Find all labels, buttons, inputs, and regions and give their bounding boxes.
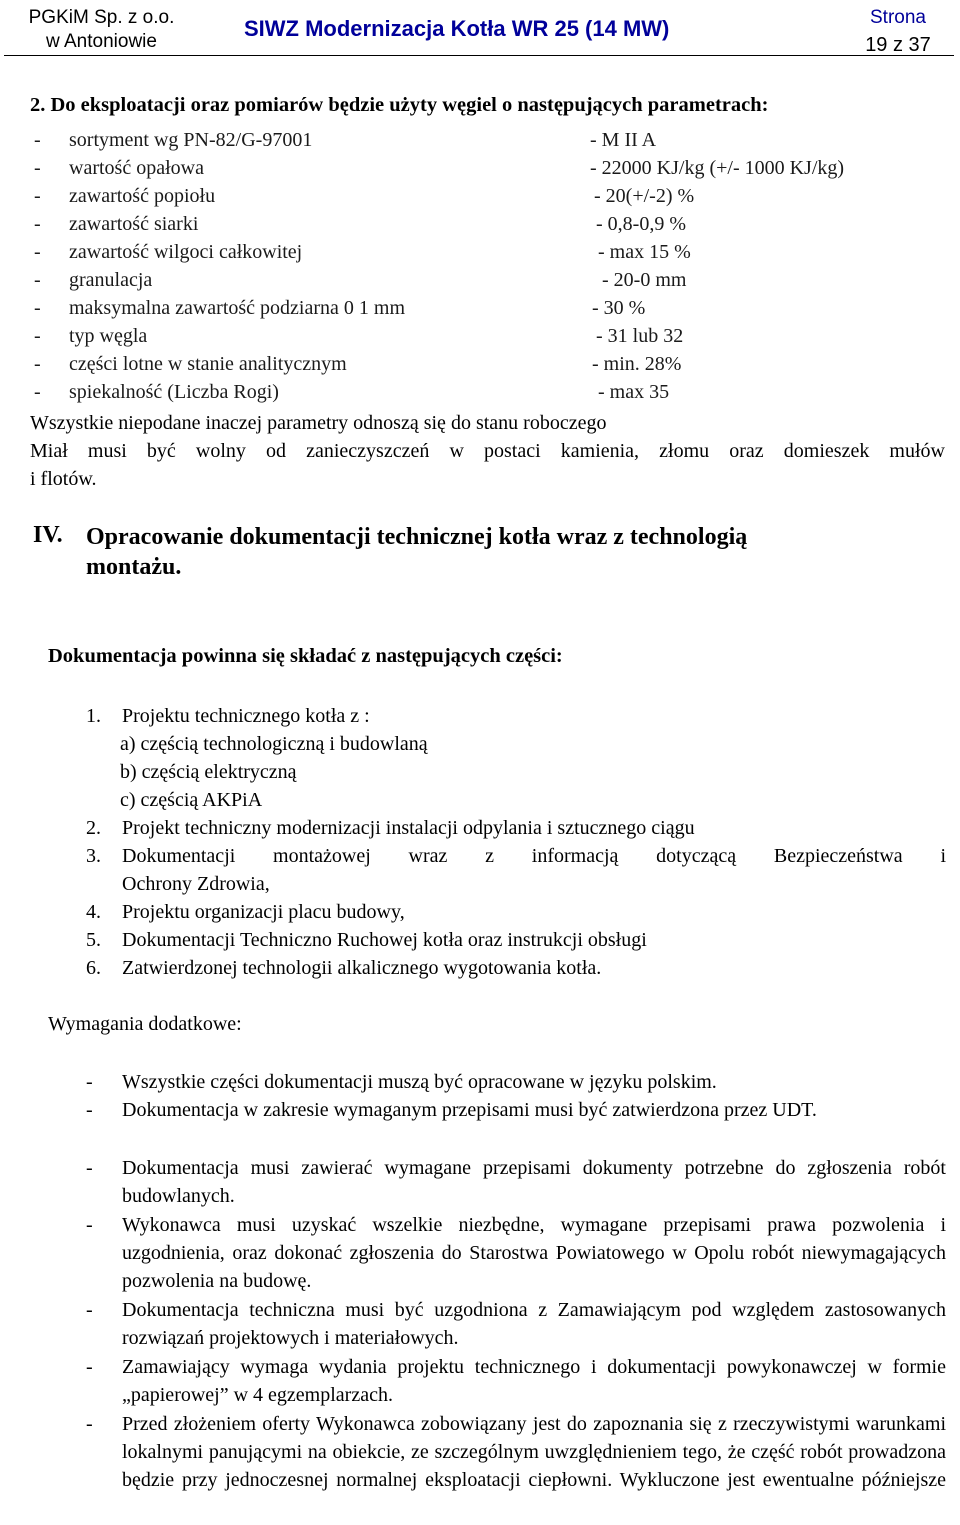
list-dash: - [86, 1356, 93, 1378]
list-item [86, 814, 946, 842]
documentation-parts-heading: Dokumentacja powinna się składać z następujących części: [48, 645, 563, 667]
param-row [30, 126, 950, 154]
page-indicator [842, 6, 954, 57]
item-number: 2. [86, 817, 101, 839]
list-item [86, 898, 946, 926]
impurities-note-line-1: Miał musi być wolny od zanieczyszczeń w postaci kamienia, złomu oraz domieszek mułów [30, 440, 945, 462]
item-text: Projekt techniczny modernizacji instalacji odpylania i sztucznego ciągu [122, 817, 695, 839]
list-dash: - [86, 1157, 93, 1179]
page-label: Strona [870, 7, 926, 28]
item-number: 1. [86, 705, 101, 727]
param-value: - 0,8-0,9 % [596, 213, 686, 235]
param-row [30, 182, 950, 210]
item-text: Projektu organizacji placu budowy, [122, 901, 405, 923]
list-dash: - [34, 241, 41, 263]
param-label: maksymalna zawartość podziarna 0 1 mm [69, 297, 405, 319]
section-number: IV. [33, 522, 63, 548]
company-name [4, 6, 199, 54]
param-value: - 22000 KJ/kg (+/- 1000 KJ/kg) [590, 157, 845, 179]
list-dash: - [86, 1214, 93, 1236]
section-title [86, 522, 946, 582]
page-header [4, 3, 954, 56]
param-value: - 31 lub 32 [596, 325, 684, 347]
item-text: Projektu technicznego kotła z : [122, 705, 370, 727]
item-number: 3. [86, 845, 101, 867]
requirement-text: Dokumentacja w zakresie wymaganym przepisami musi być zatwierdzona przez UDT. [122, 1099, 817, 1121]
param-value: - min. 28% [592, 353, 682, 375]
param-label: wartość opałowa [69, 157, 204, 179]
section-title-line-1: Opracowanie dokumentacji technicznej kotła wraz z technologią [86, 524, 748, 550]
param-value: - M II A [590, 129, 657, 151]
sub-item-a: a) częścią technologiczną i budowlaną [120, 733, 428, 755]
item-text: Dokumentacji montażowej wraz z informacją dotyczącą Bezpieczeństwa i [122, 845, 946, 867]
param-value: - 20-0 mm [602, 269, 687, 291]
list-dash: - [34, 381, 41, 403]
roboczy-note: Wszystkie niepodane inaczej parametry odnoszą się do stanu roboczego [30, 412, 607, 434]
list-dash: - [86, 1099, 93, 1121]
document-title: SIWZ Modernizacja Kotła WR 25 (14 MW) [244, 16, 670, 41]
param-row [30, 238, 950, 266]
requirement-text: Wszystkie części dokumentacji muszą być opracowane w języku polskim. [122, 1071, 717, 1093]
param-label: części lotne w stanie analitycznym [69, 353, 347, 375]
requirement-text: Dokumentacja musi zawierać wymagane przepisami dokumenty potrzebne do zgłoszenia robót budowlanych. [122, 1157, 946, 1207]
item-number: 4. [86, 901, 101, 923]
list-item [86, 702, 946, 730]
requirement-text: Przed złożeniem oferty Wykonawca zobowiązany jest do zapoznania się z rzeczywistymi warunkami lokalnymi panującymi na obiekcie, ze szczególnym uwzględnieniem tego, że część robót prowadzona będzie przy jednoczesnej normalnej eksploatacji ciepłowni. Wykluczone jest ewentualne późniejsze [122, 1413, 946, 1491]
list-dash: - [86, 1299, 93, 1321]
company-line-1: PGKiM Sp. z o.o. [28, 7, 175, 28]
param-row [30, 350, 950, 378]
param-label: sortyment wg PN-82/G-97001 [69, 129, 313, 151]
param-label: spiekalność (Liczba Rogi) [69, 381, 279, 403]
list-dash: - [34, 325, 41, 347]
list-dash: - [34, 353, 41, 375]
param-row [30, 154, 950, 182]
list-dash: - [34, 129, 41, 151]
page-number: 19 z 37 [865, 34, 931, 56]
param-row [30, 378, 950, 406]
requirement-text: Zamawiający wymaga wydania projektu technicznego i dokumentacji powykonawczej w formie „papierowej” w 4 egzemplarzach. [122, 1356, 946, 1406]
list-dash: - [34, 213, 41, 235]
section-title-line-2: montażu. [86, 554, 182, 580]
param-value: - max 35 [598, 381, 670, 403]
item-number: 5. [86, 929, 101, 951]
company-line-2: w Antoniowie [46, 31, 157, 52]
param-label: zawartość wilgoci całkowitej [69, 241, 303, 263]
item-text: Dokumentacji Techniczno Ruchowej kotła oraz instrukcji obsługi [122, 929, 647, 951]
list-item [86, 842, 946, 898]
item-text: Zatwierdzonej technologii alkalicznego wygotowania kotła. [122, 957, 602, 979]
impurities-note-line-2: i flotów. [30, 468, 97, 490]
item-text-continued: Ochrony Zdrowia, [122, 873, 270, 895]
param-value: - max 15 % [598, 241, 691, 263]
item-number: 6. [86, 957, 101, 979]
list-item [86, 926, 946, 954]
param-label: granulacja [69, 269, 153, 291]
list-dash: - [34, 297, 41, 319]
list-dash: - [34, 185, 41, 207]
param-row [30, 322, 950, 350]
param-label: zawartość siarki [69, 213, 199, 235]
list-item [86, 954, 946, 982]
sub-item-b: b) częścią elektryczną [120, 761, 297, 783]
requirements-heading: Wymagania dodatkowe: [48, 1013, 242, 1035]
param-label: zawartość popiołu [69, 185, 216, 207]
sub-item-c: c) częścią AKPiA [120, 789, 263, 811]
coal-parameters-heading: 2. Do eksploatacji oraz pomiarów będzie użyty węgiel o następujących parametrach: [30, 94, 769, 116]
param-value: - 20(+/-2) % [594, 185, 695, 207]
list-dash: - [34, 269, 41, 291]
param-row [30, 294, 950, 322]
requirement-text: Wykonawca musi uzyskać wszelkie niezbędne, wymagane przepisami prawa pozwolenia i uzgodnienia, oraz dokonać zgłoszenia do Starostwa Powiatowego w Opolu robót niewymagających pozwolenia na budowę. [122, 1214, 946, 1292]
param-row [30, 266, 950, 294]
list-dash: - [34, 157, 41, 179]
param-label: typ węgla [69, 325, 148, 347]
param-value: - 30 % [592, 297, 646, 319]
list-dash: - [86, 1413, 93, 1435]
param-row [30, 210, 950, 238]
requirement-text: Dokumentacja techniczna musi być uzgodniona z Zamawiającym pod względem zastosowanych rozwiązań projektowych i materiałowych. [122, 1299, 946, 1349]
list-dash: - [86, 1071, 93, 1093]
